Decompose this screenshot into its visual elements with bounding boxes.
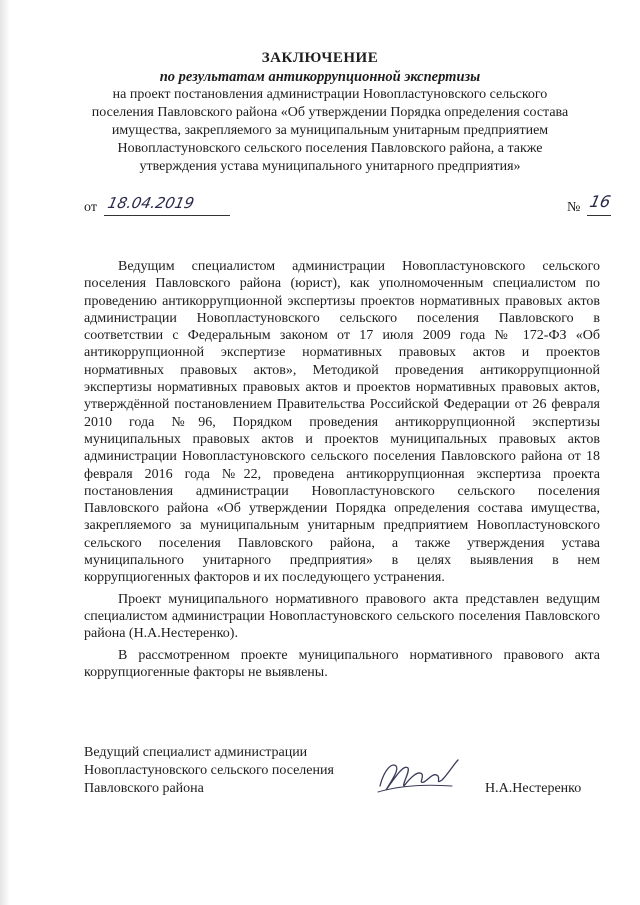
number-value: 16	[587, 192, 613, 211]
document-body	[84, 258, 600, 685]
body-paragraph-3: В рассмотренном проекте муниципального нормативного правового акта коррупциогенные факторы не выявлены.	[84, 647, 600, 680]
date-prefix: от	[84, 200, 97, 215]
signatory-position-line-1: Ведущий специалист администрации	[84, 745, 308, 760]
date-number-row	[84, 194, 614, 220]
date-underline	[104, 215, 230, 216]
scan-shadow	[0, 0, 10, 905]
number-prefix: №	[567, 200, 581, 215]
signatory-position-line-3: Павловского района	[84, 781, 204, 796]
handwritten-signature	[374, 756, 464, 798]
document-description: на проект постановления администрации Новопластуновского сельского поселения Павловского района «Об утверждении Порядка определения состава имущества, закрепляемого за муниципальным унитарным предприятием Новопластуновского сельского поселения Павловского района, а также утверждения устава муниципального унитарного предприятия»	[91, 87, 569, 174]
number-underline	[587, 215, 611, 216]
signatory-position	[84, 744, 384, 798]
signatory-position-line-2: Новопластуновского сельского поселения	[84, 763, 334, 778]
document-subtitle: по результатам антикоррупционной экспертизы	[159, 69, 481, 85]
document-title: ЗАКЛЮЧЕНИЕ	[261, 50, 379, 66]
date-value: 18.04.2019	[106, 194, 196, 212]
body-paragraph-1: Ведущим специалистом администрации Новопластуновского сельского поселения Павловского района (юрист), как уполномоченным специалистом по проведению антикоррупционной экспертизы проектов нормативных правовых актов администрации Новопластуновского сельского поселения Павловского в соответствии с Федеральным законом от 17 июля 2009 года № 172-ФЗ «Об антикоррупционной экспертизе нормативных правовых актов и проектов нормативных правовых актов», Методикой проведения антикоррупционной экспертизы нормативных правовых актов и проектов нормативных правовых актов, утверждённой постановлением Правительства Российской Федерации от 26 февраля 2010 года №96, Порядком проведения антикоррупционной экспертизы муниципальных правовых актов и проектов муниципальных правовых актов администрации Новопластуновского сельского поселения Павловского района от 18 февраля 2016 года №22, проведена антикоррупционная экспертиза проекта постановления администрации Новопластуновского сельского поселения Павловского района «Об утверждении Порядка определения состава имущества, закрепляемого за муниципальным унитарным предприятием Новопластуновского сельского поселения Павловского района, а также утверждения устава муниципального унитарного предприятия» в целях выявления в нем коррупциогенных факторов и их последующего устранения.	[84, 259, 600, 586]
signatory-name: Н.А.Нестеренко	[485, 781, 582, 796]
body-paragraph-2: Проект муниципального нормативного правового акта представлен ведущим специалистом администрации Новопластуновского сельского поселения Павловского района (Н.А.Нестеренко).	[84, 591, 600, 642]
